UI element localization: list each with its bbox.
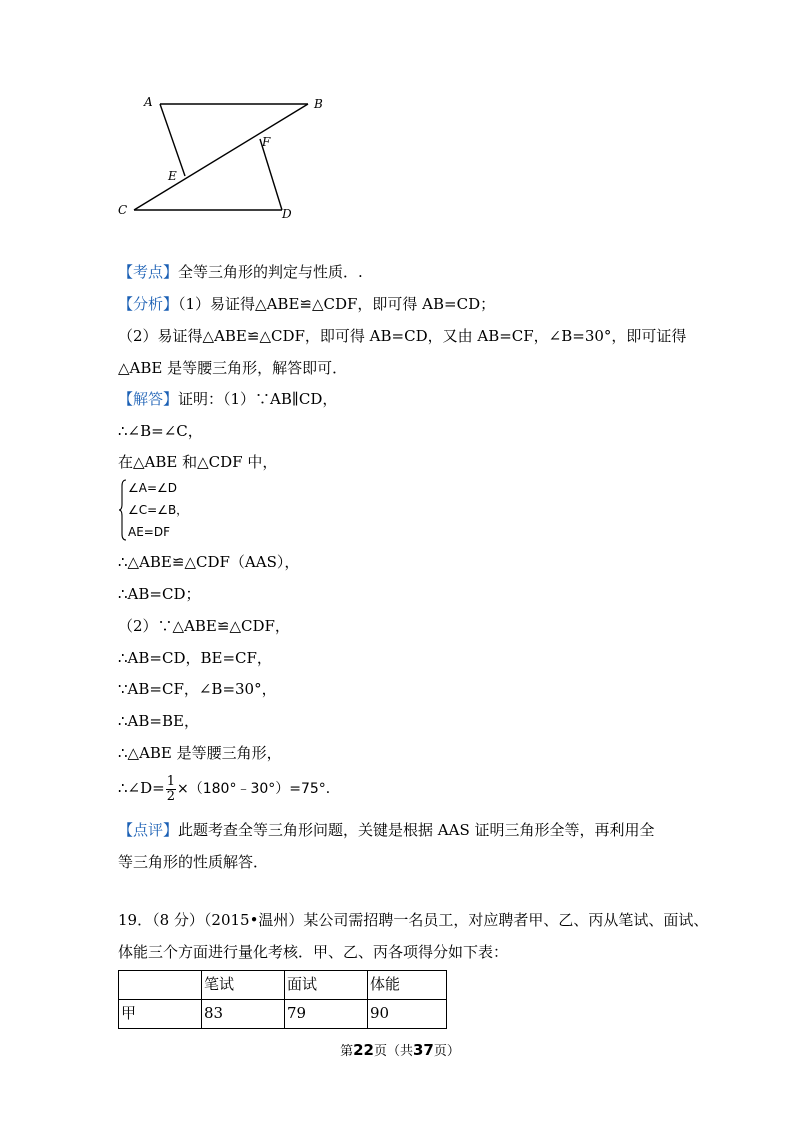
dianping-line-1 <box>118 820 655 840</box>
table-header-cell: 体能 <box>368 971 447 1000</box>
fenxi-line-1 <box>118 294 495 314</box>
segment-fd <box>260 139 282 210</box>
jieda-text-1: 证明：（1）∵AB∥CD， <box>178 390 338 408</box>
condition-1: ∠A=∠D <box>128 481 178 495</box>
fenxi-line-3: △ABE 是等腰三角形，解答即可． <box>118 359 348 377</box>
kaodian-line <box>118 262 363 282</box>
solution-line-11 <box>118 772 340 805</box>
table-cell: 83 <box>202 1000 285 1029</box>
geometry-figure <box>110 92 350 224</box>
footer-total-pages: 37 <box>413 1041 434 1059</box>
table-cell: 79 <box>285 1000 368 1029</box>
condition-3: AE=DF <box>128 525 170 539</box>
solution-line-9: ∴AB=BE， <box>118 712 199 730</box>
label-d: D <box>282 207 292 221</box>
footer-page-number: 22 <box>353 1041 374 1059</box>
table-cell: 甲 <box>119 1000 202 1029</box>
score-table <box>118 970 447 1029</box>
table-header-cell: 笔试 <box>202 971 285 1000</box>
fraction-denominator: 2 <box>166 788 175 804</box>
fenxi-tag: 【分析】 <box>118 295 179 313</box>
solution-line-8: ∵AB=CF，∠B=30°， <box>118 680 277 698</box>
dianping-tag: 【点评】 <box>118 821 179 839</box>
solution-line-10: ∴△ABE 是等腰三角形， <box>118 744 282 762</box>
fenxi-text-1: （1）易证得△ABE≌△CDF，即可得 AB=CD； <box>178 295 496 313</box>
question19-line-2: 体能三个方面进行量化考核．甲、乙、丙各项得分如下表： <box>118 943 509 961</box>
solution-line-7: ∴AB=CD，BE=CF， <box>118 649 272 667</box>
table-header-row <box>119 971 447 1000</box>
jieda-tag: 【解答】 <box>118 390 179 408</box>
table-header-cell: 面试 <box>285 971 368 1000</box>
solution-line-6: （2）∵△ABE≌△CDF， <box>118 617 290 635</box>
label-c: C <box>118 203 128 217</box>
kaodian-tag: 【考点】 <box>118 263 179 281</box>
label-e: E <box>168 169 177 183</box>
label-a: A <box>144 95 153 109</box>
segment-ae <box>160 104 185 176</box>
question19-line-1: 19．（8 分）（2015•温州）某公司需招聘一名员工，对应聘者甲、乙、丙从笔试、面试、 <box>118 911 709 929</box>
solution-line-3: 在△ABE 和△CDF 中， <box>118 453 278 471</box>
label-f: F <box>262 135 271 149</box>
fraction-half <box>166 775 176 804</box>
solution-line-5: ∴AB=CD； <box>118 585 201 603</box>
angle-d-result: ×（180°﹣30°）=75°． <box>177 781 340 797</box>
dianping-text-1: 此题考查全等三角形问题，关键是根据 AAS 证明三角形全等，再利用全 <box>178 821 655 839</box>
fenxi-line-2: （2）易证得△ABE≌△CDF，即可得 AB=CD，又由 AB=CF，∠B=30°，即可证得 <box>118 327 687 345</box>
angle-d-prefix: ∴∠D= <box>118 779 165 797</box>
fraction-numerator: 1 <box>166 773 175 789</box>
table-row <box>119 1000 447 1029</box>
footer-middle: 页（共 <box>373 1044 413 1059</box>
kaodian-text: 全等三角形的判定与性质．. <box>178 263 363 281</box>
jieda-line-1 <box>118 389 337 409</box>
figure-svg <box>110 92 350 224</box>
segment-cb <box>134 104 308 210</box>
page-footer <box>0 1040 800 1059</box>
left-brace-icon <box>118 478 128 542</box>
solution-line-4: ∴△ABE≌△CDF（AAS）， <box>118 553 300 571</box>
table-cell: 90 <box>368 1000 447 1029</box>
condition-brace <box>118 478 208 542</box>
footer-prefix: 第 <box>340 1044 354 1059</box>
dianping-line-2: 等三角形的性质解答． <box>118 853 269 871</box>
condition-2: ∠C=∠B， <box>128 503 189 517</box>
label-b: B <box>314 97 323 111</box>
solution-line-2: ∴∠B=∠C， <box>118 422 203 440</box>
footer-suffix: 页） <box>433 1044 460 1059</box>
table-header-cell <box>119 971 202 1000</box>
